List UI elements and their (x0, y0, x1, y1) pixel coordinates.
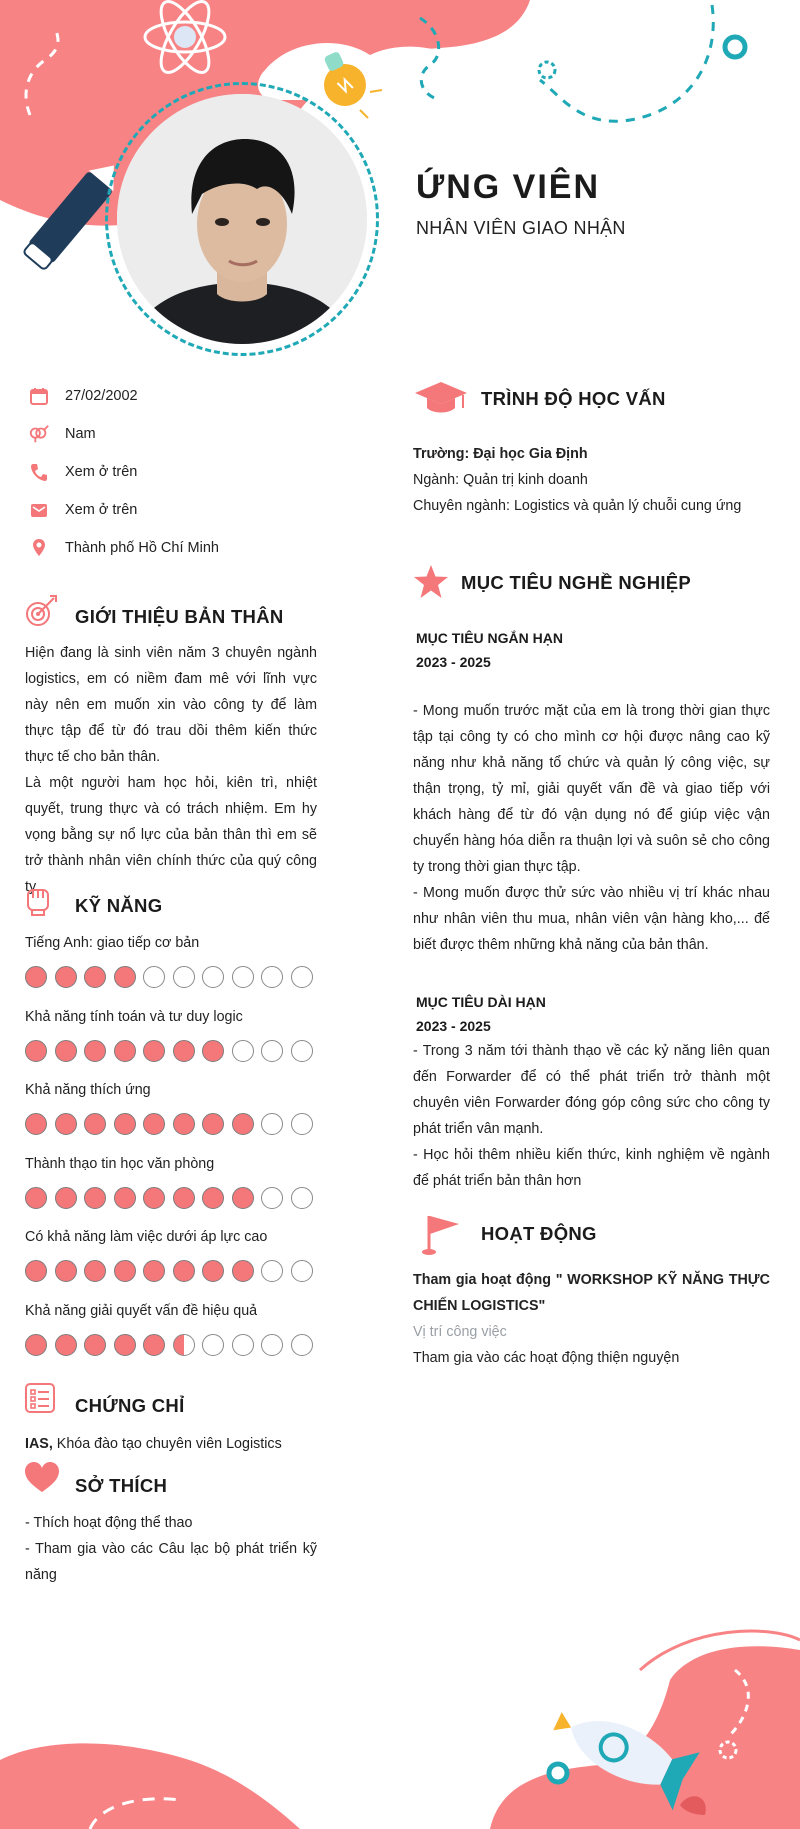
skill-dot (84, 1334, 106, 1356)
certificate-org: IAS, (25, 1436, 53, 1452)
activities-text (413, 1267, 770, 1371)
about-title: GIỚI THIỆU BẢN THÂN (75, 606, 284, 627)
skill-dot (143, 1260, 165, 1282)
skill-dot (55, 1113, 77, 1135)
skill-dot (55, 1260, 77, 1282)
skill-dot (291, 1334, 313, 1356)
hobby-item-2: - Tham gia vào các Câu lạc bộ phát triển kỹ năng (25, 1541, 317, 1583)
graduation-cap-icon (413, 380, 469, 416)
contact-gender (28, 422, 96, 446)
contact-email (28, 498, 137, 522)
skill-dot (114, 1113, 136, 1135)
long-term-title: MỤC TIÊU DÀI HẠN (416, 994, 546, 1010)
skill-dot (55, 1334, 77, 1356)
activities-title: HOẠT ĐỘNG (481, 1223, 597, 1244)
skill-dot (173, 1260, 195, 1282)
skill-dot (25, 1334, 47, 1356)
education-details (413, 441, 773, 519)
skill-dot (261, 966, 283, 988)
skill-dot (202, 1113, 224, 1135)
short-term-goal-2: - Mong muốn được thử sức vào nhiều vị trí khác nhau như nhân viên thu mua, nhân viên vận hàng kho,... để biết được thêm những khả năng của bản thân. (413, 885, 770, 953)
skill-dot (232, 966, 254, 988)
target-icon (24, 594, 58, 628)
skill-dot (143, 1040, 165, 1062)
skill-dot (143, 1187, 165, 1209)
education-major: Ngành: Quản trị kinh doanh (413, 472, 588, 488)
long-term-goal-2: - Học hỏi thêm nhiều kiến thức, kinh nghiệm về ngành để phát triển bản thân hơn (413, 1147, 770, 1189)
candidate-name: ỨNG VIÊN (416, 168, 601, 206)
certificate-item (25, 1431, 325, 1457)
skill-dot (173, 1187, 195, 1209)
skill-dot (25, 1260, 47, 1282)
skill-label: Có khả năng làm việc dưới áp lực cao (25, 1229, 268, 1245)
skill-rating (25, 1334, 320, 1356)
skill-dot (114, 1040, 136, 1062)
about-text (25, 640, 317, 900)
checklist-icon (24, 1382, 56, 1414)
contact-phone (28, 460, 137, 484)
email-value[interactable]: Xem ở trên (65, 502, 138, 518)
skill-dot (261, 1334, 283, 1356)
education-specialization: Chuyên ngành: Logistics và quản lý chuỗi cung ứng (413, 498, 742, 514)
bottom-decoration (0, 1600, 800, 1829)
skill-dot (232, 1040, 254, 1062)
short-term-text (413, 698, 770, 958)
skill-label: Tiếng Anh: giao tiếp cơ bản (25, 935, 200, 951)
skill-dot (173, 1040, 195, 1062)
skill-dot (55, 966, 77, 988)
about-paragraph-2: Là một người ham học hỏi, kiên trì, nhiệt quyết, trung thực và có trách nhiệm. Em hy vọng bằng sự nổ lực của bản thân thì em sẽ trở thành nhân viên chính thức của quý công ty (25, 775, 317, 895)
skill-dot (84, 1113, 106, 1135)
phone-value[interactable]: Xem ở trên (65, 464, 138, 480)
skill-dot (232, 1260, 254, 1282)
skill-dot (143, 1334, 165, 1356)
star-icon (413, 564, 449, 600)
location-pin-icon (28, 537, 50, 559)
skill-rating (25, 1187, 320, 1209)
about-paragraph-1: Hiện đang là sinh viên năm 3 chuyên ngành logistics, em có niềm đam mê với lĩnh vực này nên em muốn xin vào công ty để làm thực tập để từ đó trau dồi thêm kiến thức thực tế cho bản thân. (25, 645, 317, 765)
skill-dot (291, 1113, 313, 1135)
skill-dot (55, 1040, 77, 1062)
skill-dot (261, 1040, 283, 1062)
skill-dot (291, 966, 313, 988)
skill-dot (143, 1113, 165, 1135)
skill-dot (232, 1113, 254, 1135)
hobby-item-1: - Thích hoạt động thể thao (25, 1515, 193, 1531)
skill-dot (291, 1260, 313, 1282)
skill-rating (25, 1040, 320, 1062)
avatar (117, 94, 367, 344)
long-term-goal-1: - Trong 3 năm tới thành thạo về các kỷ năng liên quan đến Forwarder để có thể phát triển trở thành một chuyên viên Forwarder đóng góp công sức cho công ty phát triển vân mạnh. (413, 1043, 770, 1137)
gender-value: Nam (65, 426, 96, 442)
skill-dot (25, 966, 47, 988)
skill-label: Khả năng giải quyết vấn đề hiệu quả (25, 1302, 258, 1319)
skill-dot (173, 1113, 195, 1135)
gender-icon (28, 423, 50, 445)
calendar-icon (28, 385, 50, 407)
education-title: TRÌNH ĐỘ HỌC VẤN (481, 388, 666, 409)
skill-dot (25, 1113, 47, 1135)
education-school: Trường: Đại học Gia Định (413, 446, 588, 462)
skill-dot (261, 1113, 283, 1135)
skill-dot (55, 1187, 77, 1209)
short-term-goal-1: - Mong muốn trước mặt của em là trong thời gian thực tập tại công ty có cho mình cơ hội được nâng cao kỹ năng như khả năng tổ chức và quản lý công việc, sự thận trọng, tỷ mỉ, giải quyết vấn đề và giao tiếp với khách hàng để từ đó vận dụng nó để giúp việc vận chuyển hàng hóa diễn ra thuận lợi và suôn sẻ cho công ty trong thời gian thực tập. (413, 703, 770, 875)
skill-dot (232, 1187, 254, 1209)
activity-position: Vị trí công việc (413, 1324, 507, 1340)
skill-dot (202, 1334, 224, 1356)
skill-dot (232, 1334, 254, 1356)
skill-dot (291, 1040, 313, 1062)
skills-title: KỸ NĂNG (75, 895, 163, 916)
flag-icon (421, 1212, 465, 1256)
long-term-text (413, 1038, 770, 1194)
heart-icon (24, 1461, 60, 1493)
skill-dot (114, 1334, 136, 1356)
skill-label: Khả năng tính toán và tư duy logic (25, 1008, 243, 1025)
skill-dot (173, 1334, 195, 1356)
job-title: NHÂN VIÊN GIAO NHẬN (416, 218, 626, 238)
certificate-name: Khóa đào tạo chuyên viên Logistics (52, 1436, 282, 1452)
skill-dot (84, 1187, 106, 1209)
skill-dot (261, 1187, 283, 1209)
skill-dot (291, 1187, 313, 1209)
contact-birthday (28, 384, 138, 408)
birthday-value: 27/02/2002 (65, 388, 138, 404)
skill-dot (114, 1260, 136, 1282)
short-term-period: 2023 - 2025 (416, 654, 491, 670)
skill-dot (114, 1187, 136, 1209)
email-icon (28, 499, 50, 521)
hobbies-text (25, 1510, 317, 1588)
skill-dot (143, 966, 165, 988)
objective-title: MỤC TIÊU NGHỀ NGHIỆP (461, 572, 692, 593)
skill-dot (84, 1040, 106, 1062)
skill-dot (25, 1187, 47, 1209)
contact-address (28, 536, 219, 560)
skill-dot (114, 966, 136, 988)
skill-dot (25, 1040, 47, 1062)
phone-icon (28, 461, 50, 483)
hobbies-title: SỞ THÍCH (75, 1475, 168, 1496)
long-term-period: 2023 - 2025 (416, 1018, 491, 1034)
skill-label: Khả năng thích ứng (25, 1082, 151, 1098)
activity-description: Tham gia vào các hoạt động thiện nguyện (413, 1350, 680, 1366)
skill-dot (202, 966, 224, 988)
skill-dot (202, 1260, 224, 1282)
skill-dot (202, 1040, 224, 1062)
activity-event: Tham gia hoạt động " WORKSHOP KỸ NĂNG THỰC CHIẾN LOGISTICS" (413, 1272, 770, 1314)
fist-icon (24, 882, 52, 916)
skill-rating (25, 1260, 320, 1282)
skill-label: Thành thạo tin học văn phòng (25, 1155, 215, 1172)
address-value: Thành phố Hồ Chí Minh (65, 540, 219, 556)
certificates-title: CHỨNG CHỈ (75, 1395, 185, 1416)
skill-rating (25, 1113, 320, 1135)
short-term-title: MỤC TIÊU NGẮN HẠN (416, 630, 563, 646)
skill-dot (261, 1260, 283, 1282)
skill-rating (25, 966, 320, 988)
skill-dot (202, 1187, 224, 1209)
skill-dot (84, 966, 106, 988)
skill-dot (173, 966, 195, 988)
skill-dot (84, 1260, 106, 1282)
